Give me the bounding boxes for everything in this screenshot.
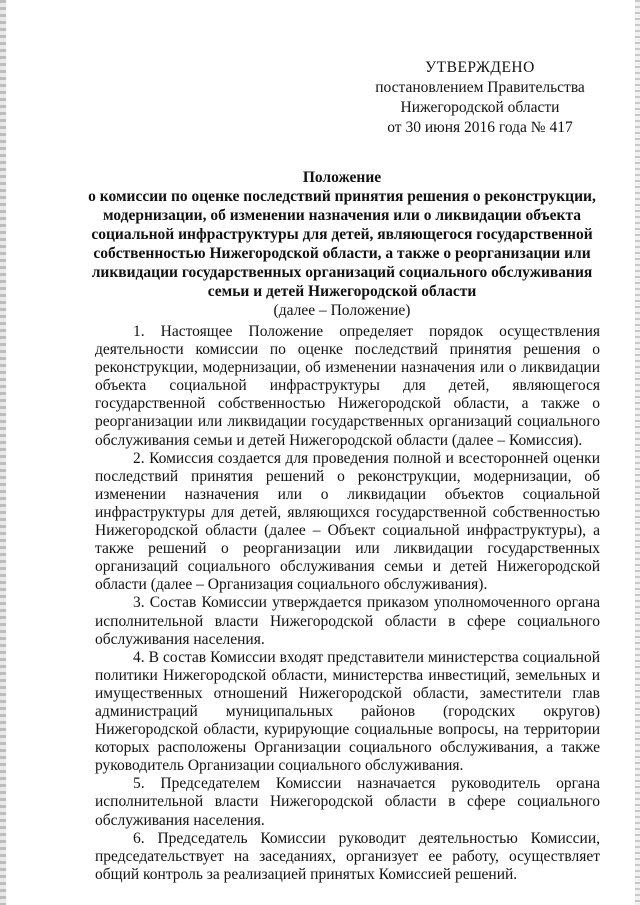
approval-date: от 30 июня 2016 года № 417	[387, 119, 573, 136]
paragraph-3: 3. Состав Комиссии утверждается приказом уполномоченного органа исполнительной власти Нижегородской области в сфере социального обслуживания населения.	[95, 594, 600, 648]
scan-edge-right	[635, 0, 640, 905]
title-line: ликвидации государственных организаций социального обслуживания	[91, 264, 593, 281]
title-line: семьи и детей Нижегородской области	[207, 283, 477, 300]
scan-edge-left	[0, 0, 6, 905]
approval-block	[360, 58, 600, 138]
approval-line: Нижегородской области	[400, 99, 560, 116]
paragraph-5: 5. Председателем Комиссии назначается руководитель органа исполнительной власти Нижегородской области в сфере социального обслуживания населения.	[95, 775, 600, 829]
document-title	[82, 168, 602, 320]
title-line: собственностью Нижегородской области, а также о реорганизации или	[93, 245, 591, 262]
title-heading: Положение	[302, 169, 382, 186]
paragraph-2: 2. Комиссия создается для проведения полной и всесторонней оценки последствий принятия решений о реконструкции, модернизации, об изменении назначения или о ликвидации объектов социальной инфраструктуры для детей, являющихся государственной собственностью Нижегородской области (далее – Объект социальной инфраструктуры), а также решений о реорганизации или ликвидации государственных организаций социального обслуживания семьи и детей Нижегородской области (далее – Организация социального обслуживания).	[95, 449, 600, 594]
document-body	[95, 323, 600, 884]
paragraph-1: 1. Настоящее Положение определяет порядок осуществления деятельности комиссии по оценке последствий принятия решения о реконструкции, модернизации, об изменении назначения или о ликвидации объекта социальной инфраструктуры для детей, являющегося государственной собственностью Нижегородской области, а также о реорганизации или ликвидации государственных организаций социального обслуживания семьи и детей Нижегородской области (далее – Комиссия).	[95, 323, 600, 449]
title-line: модернизации, об изменении назначения или о ликвидации объекта	[102, 207, 581, 224]
approval-line: постановлением Правительства	[375, 79, 585, 96]
approval-stamp: УТВЕРЖДЕНО	[425, 59, 535, 76]
paragraph-4: 4. В состав Комиссии входят представители министерства социальной политики Нижегородской области, министерства инвестиций, земельных и имущественных отношений Нижегородской области, заместители глав администраций муниципальных районов (городских округов) Нижегородской области, курирующие социальные вопросы, на территории которых расположены Организации социального обслуживания, а также руководитель Организации социального обслуживания.	[95, 648, 600, 775]
title-line: социальной инфраструктуры для детей, являющегося государственной	[91, 226, 593, 243]
title-line: о комиссии по оценке последствий принятия решения о реконструкции,	[88, 188, 596, 205]
title-note: (далее – Положение)	[273, 302, 411, 319]
paragraph-6: 6. Председатель Комиссии руководит деятельностью Комиссии, председательствует на заседаниях, организует ее работу, осуществляет общий контроль за реализацией принятых Комиссией решений.	[95, 829, 600, 883]
